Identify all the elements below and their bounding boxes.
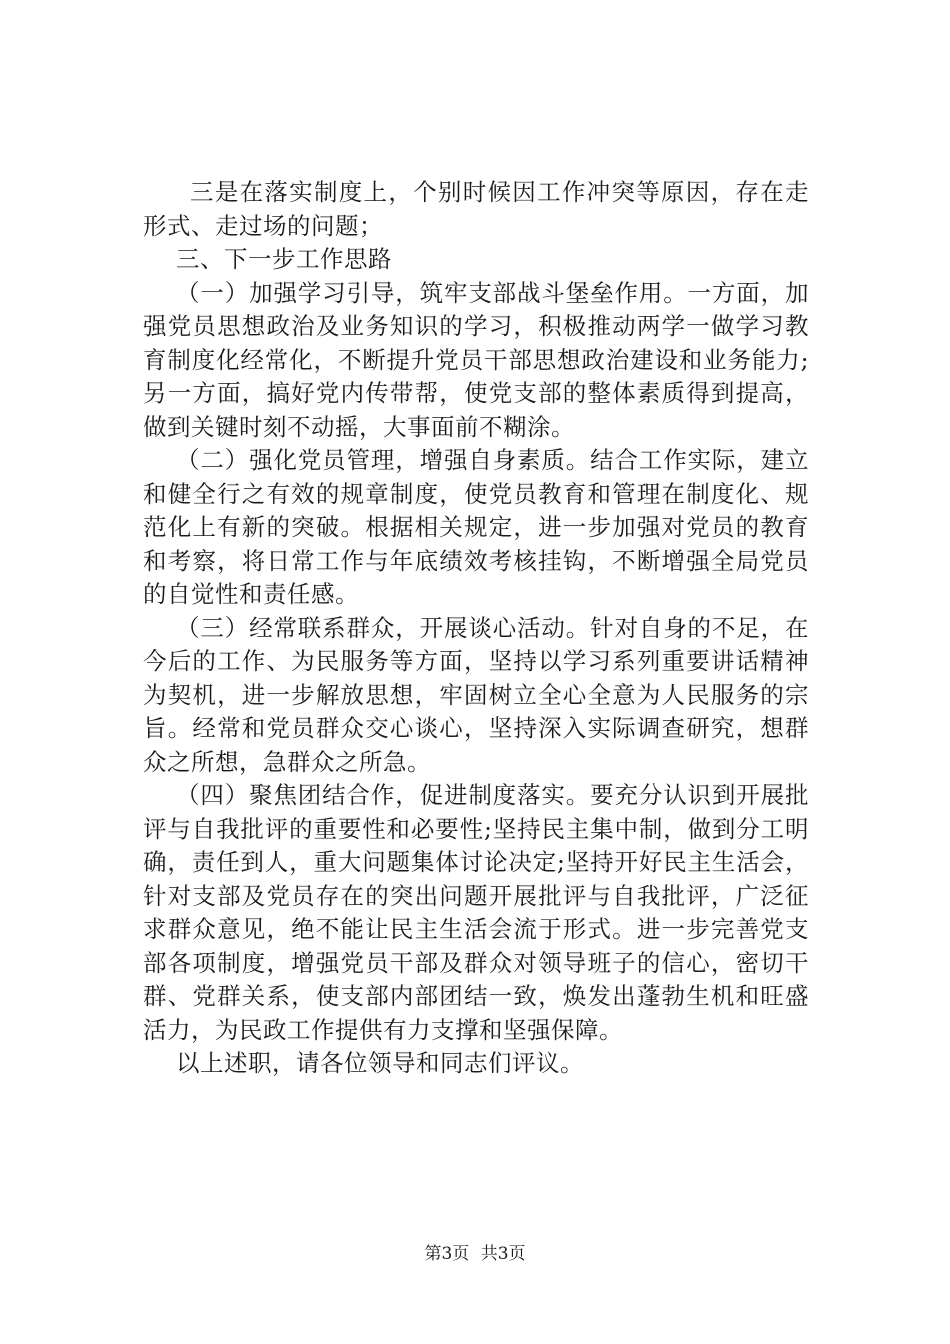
paragraph-item-two: （二）强化党员管理，增强自身素质。结合工作实际，建立和健全行之有效的规章制度，使党员教育和管理在制度化、规范化上有新的突破。根据相关规定，进一步加强对党员的教育和考察，将日常工作与年底绩效考核挂钩，不断增强全局党员的自觉性和责任感。 [143,446,809,608]
page-number: 第3页 [424,1244,470,1264]
section-heading-next-steps: 三、下一步工作思路 [176,245,392,273]
document-body [143,176,809,1081]
paragraph-closing: 以上述职，请各位领导和同志们评议。 [176,1049,584,1077]
page-footer [0,1243,950,1265]
paragraph-item-four: （四）聚焦团结合作，促进制度落实。要充分认识到开展批评与自我批评的重要性和必要性;坚持民主集中制，做到分工明确，责任到人，重大问题集体讨论决定;坚持开好民主生活会，针对支部及党员存在的突出问题开展批评与自我批评，广泛征求群众意见，绝不能让民主生活会流于形式。进一步完善党支部各项制度，增强党员干部及群众对领导班子的信心，密切干群、党群关系，使支部内部团结一致，焕发出蓬勃生机和旺盛活力，为民政工作提供有力支撑和坚强保障。 [143,781,809,1044]
page-total: 共3页 [480,1244,526,1264]
paragraph-item-one: （一）加强学习引导，筑牢支部战斗堡垒作用。一方面，加强党员思想政治及业务知识的学习，积极推动两学一做学习教育制度化经常化，不断提升党员干部思想政治建设和业务能力;另一方面，搞好党内传带帮，使党支部的整体素质得到提高，做到关键时刻不动摇，大事面前不糊涂。 [143,278,809,441]
paragraph-item-three: （三）经常联系群众，开展谈心活动。针对自身的不足，在今后的工作、为民服务等方面，坚持以学习系列重要讲话精神为契机，进一步解放思想，牢固树立全心全意为人民服务的宗旨。经常和党员群众交心谈心，坚持深入实际调查研究，想群众之所想，急群众之所急。 [143,613,809,776]
paragraph-problem-three: 三是在落实制度上，个别时候因工作冲突等原因，存在走形式、走过场的问题； [143,178,809,240]
